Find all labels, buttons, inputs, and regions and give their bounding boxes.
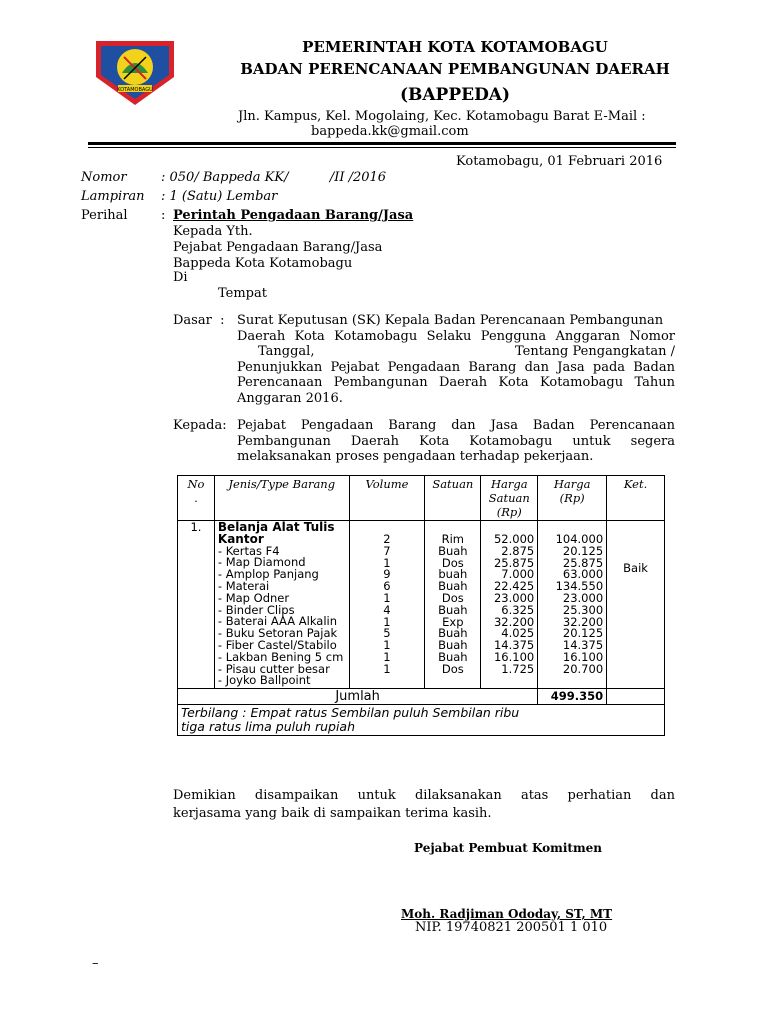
item-total-8: 20.125 xyxy=(562,626,604,641)
col-harga-satuan-l3: (Rp) xyxy=(496,505,522,519)
item-vol-0: 2 xyxy=(383,532,391,546)
item-name-3: - Materai xyxy=(217,578,270,593)
footer-mark: – xyxy=(92,956,99,971)
item-price-9: 14.375 xyxy=(493,638,535,653)
item-total-5: 23.000 xyxy=(562,590,604,605)
dasar-tentang: Tentang Pengangkatan / xyxy=(514,344,675,359)
signature-nip: NIP. 19740821 200501 1 010 xyxy=(415,920,608,935)
item-vol-2: 1 xyxy=(383,555,391,570)
jumlah-ket-empty xyxy=(607,689,665,705)
item-name-9: - Lakban Bening 5 cm xyxy=(217,649,344,664)
col-harga-satuan-l1: Harga xyxy=(490,477,528,491)
terbilang-row xyxy=(178,705,665,736)
svg-text:KOTAMOBAGU: KOTAMOBAGU xyxy=(117,87,153,93)
item-prices xyxy=(484,534,534,676)
perihal-label: Perihal xyxy=(81,208,128,223)
header-rule-thin xyxy=(88,147,676,148)
item-total-11: 20.700 xyxy=(562,661,604,676)
col-harga-l2: (Rp) xyxy=(559,491,585,505)
item-vol-9: 1 xyxy=(383,638,391,653)
item-price-0: 52.000 xyxy=(493,532,535,546)
item-name-2: - Amplop Panjang xyxy=(217,567,319,582)
item-vol-5: 1 xyxy=(383,590,391,605)
item-units xyxy=(428,534,477,676)
item-price-3: 7.000 xyxy=(501,567,535,582)
recipient-line5: Tempat xyxy=(218,286,267,301)
item-name-8: - Fiber Castel/Stabilo xyxy=(217,637,337,652)
closing-line1: Demikian disampaikan untuk dilaksanakan atas perhatian dan xyxy=(173,788,675,803)
col-no xyxy=(178,476,215,521)
group-title: Belanja Alat Tulis Kantor xyxy=(217,520,335,546)
item-price-6: 6.325 xyxy=(501,602,535,617)
item-price-2: 25.875 xyxy=(493,555,535,570)
header-email: bappeda.kk@gmail.com xyxy=(311,124,469,139)
item-vol-7: 1 xyxy=(383,614,391,629)
item-name-0: - Kertas F4 xyxy=(217,543,280,558)
signature-name: Moh. Radjiman Ododay, ST, MT xyxy=(401,907,613,921)
item-name-4: - Map Odner xyxy=(217,590,290,605)
item-unit-7: Exp xyxy=(442,614,464,629)
dasar-line1 xyxy=(237,313,675,329)
item-unit-6: Buah xyxy=(438,602,468,617)
dasar-label: Dasar : xyxy=(173,313,225,328)
item-unit-2: Dos xyxy=(441,555,464,570)
item-volumes xyxy=(353,534,422,676)
item-vol-8: 5 xyxy=(383,626,391,641)
lampiran-label: Lampiran xyxy=(81,189,145,204)
col-volume: Volume xyxy=(349,476,425,521)
header-agency: BADAN PERENCANAAN PEMBANGUNAN DAERAH xyxy=(240,60,670,78)
item-name-11: - Joyko Ballpoint xyxy=(217,673,311,688)
item-unit-4: Buah xyxy=(438,579,468,594)
item-price-7: 32.200 xyxy=(493,614,535,629)
recipient-line4: Di xyxy=(173,270,188,285)
item-name-6: - Baterai AAA Alkalin xyxy=(217,614,337,629)
lampiran-value: : 1 (Satu) Lembar xyxy=(161,189,278,204)
closing-line2: kerjasama yang baik di sampaikan terima kasih. xyxy=(173,805,492,821)
item-vol-3: 9 xyxy=(383,567,391,582)
item-unit-1: Buah xyxy=(438,543,468,558)
table-header-row xyxy=(178,476,665,521)
kepada-line2: Pembangunan Daerah Kota Kotamobagu untuk segera xyxy=(237,433,675,449)
col-harga-satuan xyxy=(481,476,538,521)
item-unit-0: Rim xyxy=(441,532,465,546)
dasar-line3 xyxy=(237,344,675,360)
item-total-1: 20.125 xyxy=(562,543,604,558)
terbilang-text: Terbilang : Empat ratus Sembilan puluh Sembilan ribu tiga ratus lima puluh rupiah xyxy=(178,705,665,736)
item-totals xyxy=(541,534,603,676)
item-names xyxy=(217,543,346,688)
recipient-line1: Kepada Yth. xyxy=(173,224,253,239)
item-total-6: 25.300 xyxy=(562,602,604,617)
col-no-label: No xyxy=(187,477,205,491)
perihal-value: Perintah Pengadaan Barang/Jasa xyxy=(173,208,414,223)
recipient-line2: Pejabat Pengadaan Barang/Jasa xyxy=(173,240,383,255)
row-no: 1. xyxy=(178,521,215,689)
col-no-dot: . xyxy=(194,491,198,505)
signature-title: Pejabat Pembuat Komitmen xyxy=(414,841,603,855)
dasar-tanggal: Tanggal, xyxy=(258,344,315,359)
item-total-2: 25.875 xyxy=(562,555,604,570)
item-price-10: 16.100 xyxy=(493,649,535,664)
ket-cell: Baik xyxy=(607,521,665,689)
item-price-5: 23.000 xyxy=(493,590,535,605)
item-total-9: 14.375 xyxy=(562,638,604,653)
recipient-line3: Bappeda Kota Kotamobagu xyxy=(173,256,353,271)
item-vol-4: 6 xyxy=(383,579,391,594)
item-name-10: - Pisau cutter besar xyxy=(217,661,330,676)
table-row xyxy=(178,521,665,689)
item-vol-11: 1 xyxy=(383,661,391,676)
col-jenis: Jenis/Type Barang xyxy=(214,476,349,521)
jumlah-row xyxy=(178,689,665,705)
header-rule-thick xyxy=(88,142,676,145)
dasar-line2: Daerah Kota Kotamobagu Selaku Pengguna Anggaran Nomor xyxy=(237,328,675,344)
item-total-3: 63.000 xyxy=(562,567,604,582)
kepada-label: Kepada: xyxy=(173,418,227,433)
nomor-value: : 050/ Bappeda KK/ /II /2016 xyxy=(161,170,387,185)
item-unit-5: Dos xyxy=(441,590,464,605)
header-acronym: (BAPPEDA) xyxy=(399,85,511,105)
jumlah-value: 499.350 xyxy=(538,689,607,705)
item-price-8: 4.025 xyxy=(501,626,535,641)
kepada-line3: melaksanakan proses pengadaan terhadap pekerjaan. xyxy=(237,449,594,464)
item-total-10: 16.100 xyxy=(562,649,604,664)
col-ket: Ket. xyxy=(607,476,665,521)
item-name-5: - Binder Clips xyxy=(217,602,295,617)
nomor-label: Nomor xyxy=(81,170,127,185)
volume-cell xyxy=(349,521,425,689)
item-total-7: 32.200 xyxy=(562,614,604,629)
item-price-1: 2.875 xyxy=(501,543,535,558)
perihal-colon: : xyxy=(161,208,166,223)
goods-cell xyxy=(214,521,349,689)
col-harga-satuan-l2: Satuan xyxy=(488,491,530,505)
dasar-line4: Penunjukkan Pejabat Pengadaan Barang dan Jasa pada Badan xyxy=(237,359,675,375)
item-name-1: - Map Diamond xyxy=(217,555,306,570)
kepada-line1: Pejabat Pengadaan Barang dan Jasa Badan Perencanaan xyxy=(237,418,675,433)
city-emblem-logo xyxy=(92,33,178,107)
unit-cell xyxy=(425,521,481,689)
letter-date: Kotamobagu, 01 Februari 2016 xyxy=(456,154,663,169)
item-total-4: 134.550 xyxy=(555,579,604,594)
item-price-11: 1.725 xyxy=(501,661,535,676)
dasar-line1-text: Surat Keputusan (SK) Kepala Badan Perencanaan Pembangunan xyxy=(237,313,664,328)
item-name-7: - Buku Setoran Pajak xyxy=(217,626,338,641)
header-government: PEMERINTAH KOTA KOTAMOBAGU xyxy=(302,38,608,56)
item-unit-8: Buah xyxy=(438,626,468,641)
item-unit-3: buah xyxy=(438,567,468,582)
price-cell xyxy=(481,521,538,689)
item-unit-9: Buah xyxy=(438,638,468,653)
total-cell xyxy=(538,521,607,689)
header-address: Jln. Kampus, Kel. Mogolaing, Kec. Kotamobagu Barat E-Mail : xyxy=(238,109,646,124)
item-total-0: 104.000 xyxy=(555,532,604,546)
item-vol-1: 7 xyxy=(383,543,391,558)
item-vol-10: 1 xyxy=(383,649,391,664)
col-satuan: Satuan xyxy=(425,476,481,521)
items-table xyxy=(177,475,665,736)
jumlah-label: Jumlah xyxy=(178,689,538,705)
col-harga xyxy=(538,476,607,521)
dasar-line5: Perencanaan Pembangunan Daerah Kota Kotamobagu Tahun xyxy=(237,375,675,390)
dasar-line6: Anggaran 2016. xyxy=(237,390,343,406)
item-vol-6: 4 xyxy=(383,602,391,617)
col-harga-l1: Harga xyxy=(553,477,591,491)
item-unit-11: Dos xyxy=(441,661,464,676)
item-price-4: 22.425 xyxy=(493,579,535,594)
item-unit-10: Buah xyxy=(438,649,468,664)
